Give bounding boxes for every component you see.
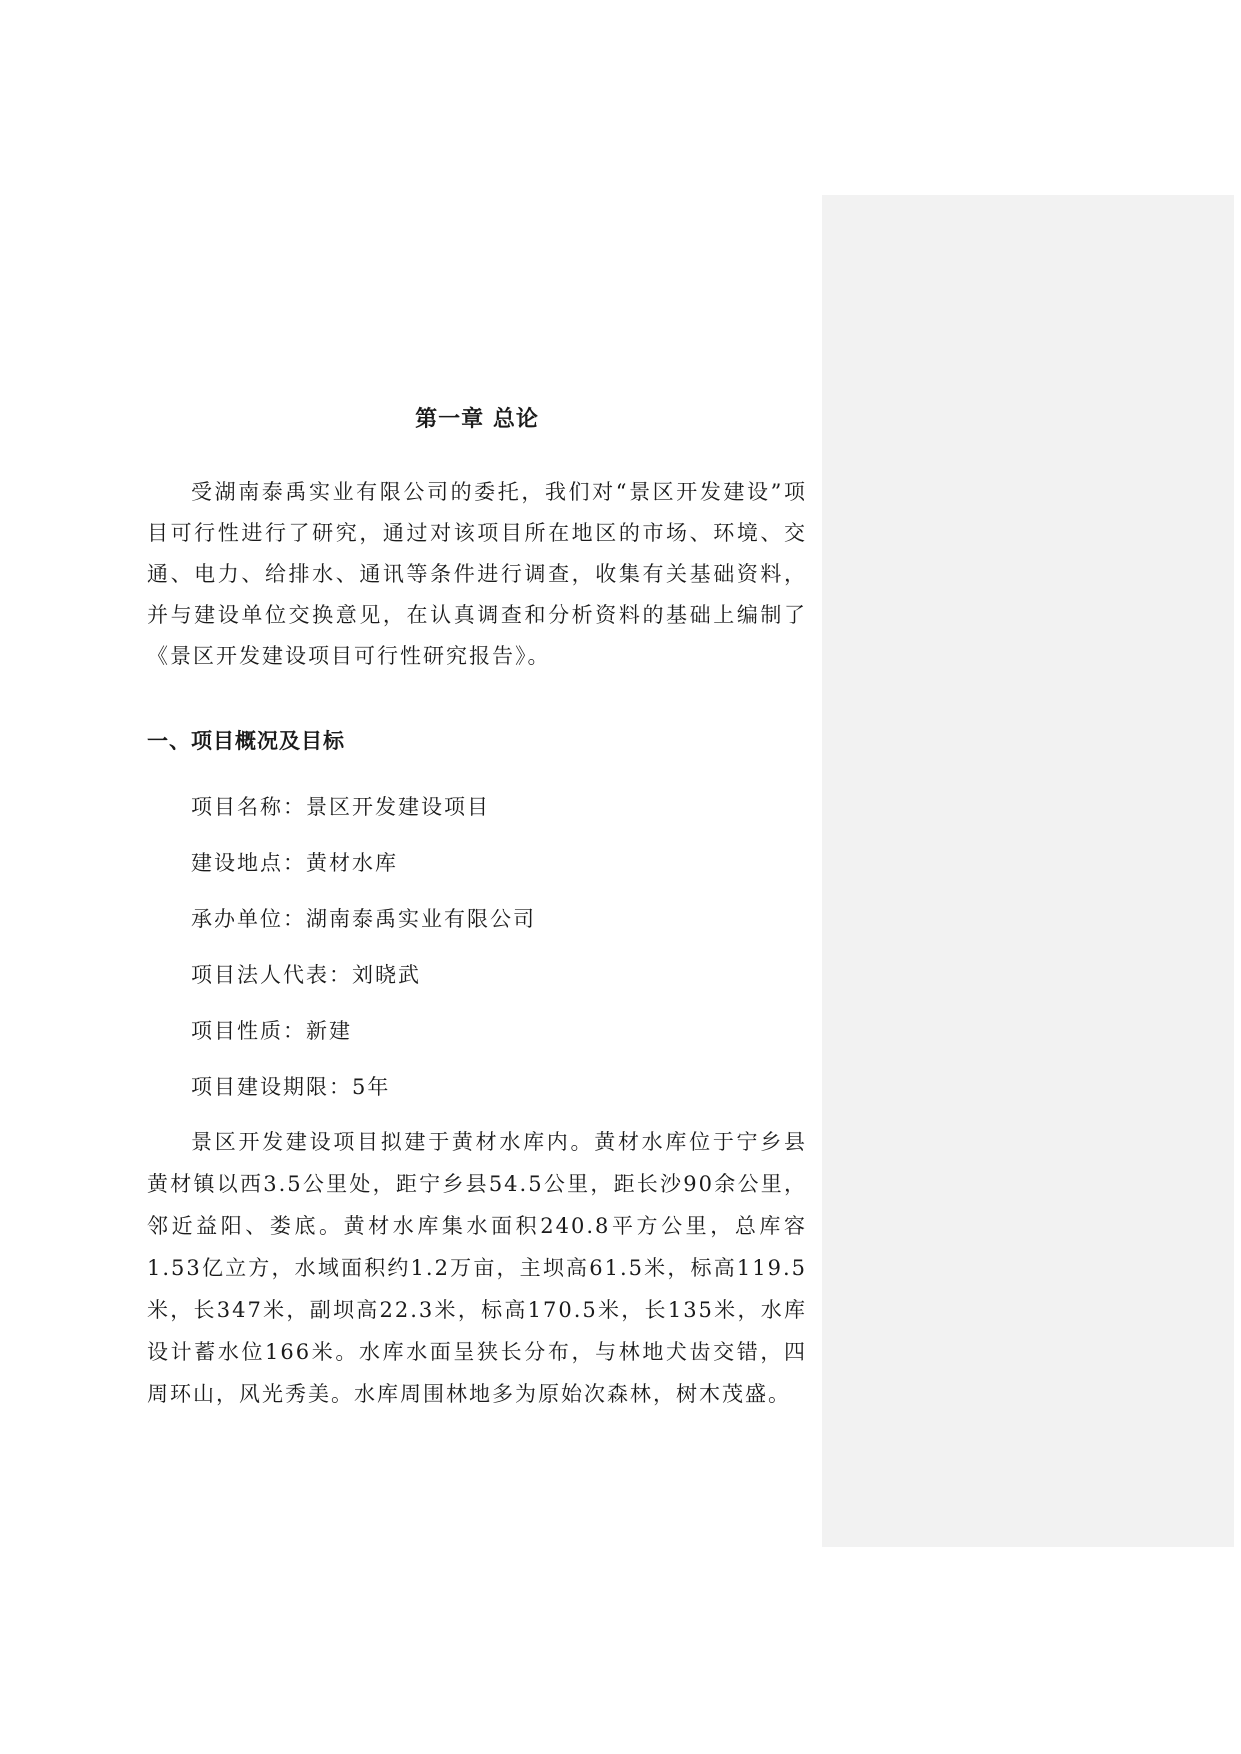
chapter-title: 第一章 总论: [415, 407, 539, 432]
list-item: [147, 1059, 807, 1115]
document-page: [147, 400, 807, 1415]
item-label: 项目性质：: [191, 1019, 306, 1043]
item-label: 承办单位：: [191, 907, 306, 931]
item-label: 建设地点：: [191, 851, 306, 875]
project-info-list: [147, 779, 807, 1115]
comment-pane: [822, 195, 1234, 1547]
list-item: [147, 1003, 807, 1059]
intro-paragraph: 受湖南泰禹实业有限公司的委托，我们对“景区开发建设”项目可行性进行了研究，通过对该项目所在地区的市场、环境、交通、电力、给排水、通讯等条件进行调查，收集有关基础资料，并与建设单位交换意见，在认真调查和分析资料的基础上编制了《景区开发建设项目可行性研究报告》。: [147, 480, 807, 668]
description-paragraph: 景区开发建设项目拟建于黄材水库内。黄材水库位于宁乡县黄材镇以西3.5公里处，距宁乡县54.5公里，距长沙90余公里，邻近益阳、娄底。黄材水库集水面积240.8平方公里，总库容1.53亿立方，水域面积约1.2万亩，主坝高61.5米，标高119.5米，长347米，副坝高22.3米，标高170.5米，长135米，水库设计蓄水位166米。水库水面呈狭长分布，与林地犬齿交错，四周环山，风光秀美。水库周围林地多为原始次森林，树木茂盛。: [147, 1130, 807, 1406]
section-heading: 一、项目概况及目标: [147, 729, 345, 753]
item-value: 新建: [306, 1019, 352, 1043]
item-value: 刘晓武: [352, 963, 421, 987]
list-item: [147, 947, 807, 1003]
list-item: [147, 891, 807, 947]
item-label: 项目名称：: [191, 795, 306, 819]
list-item: [147, 779, 807, 835]
list-item: [147, 835, 807, 891]
item-value: 湖南泰禹实业有限公司: [306, 907, 536, 931]
item-label: 项目建设期限：: [191, 1075, 352, 1099]
item-value: 黄材水库: [306, 851, 398, 875]
item-label: 项目法人代表：: [191, 963, 352, 987]
item-value: 景区开发建设项目: [306, 795, 490, 819]
item-value: 5年: [352, 1075, 391, 1099]
